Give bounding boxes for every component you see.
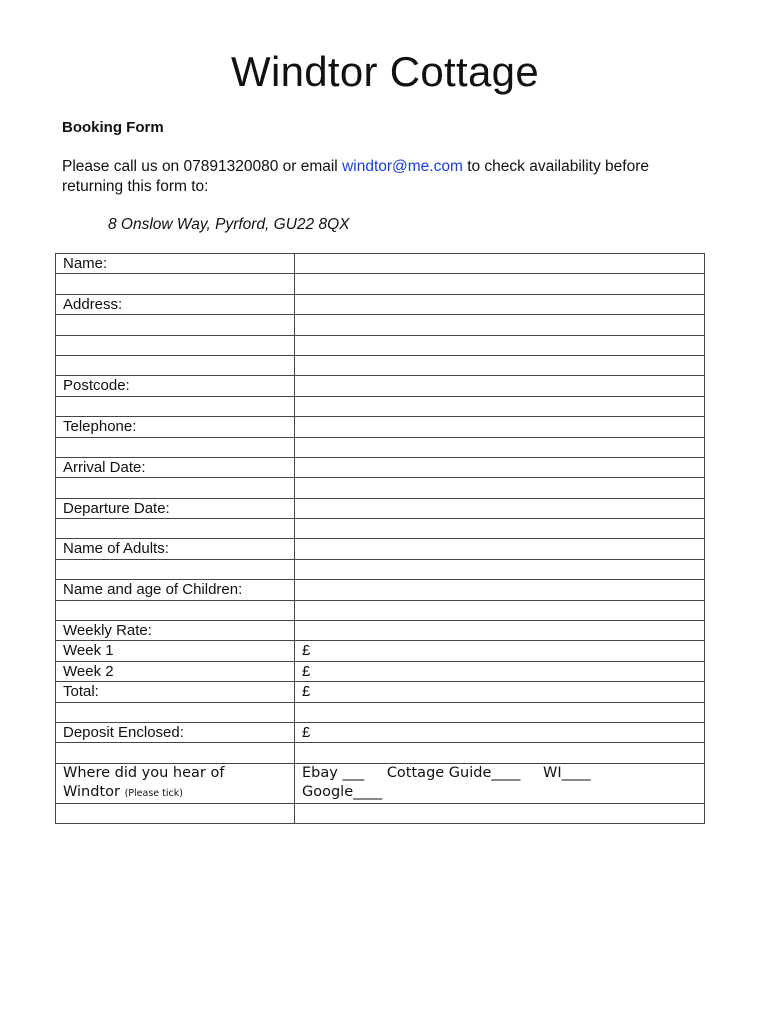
return-address: 8 Onslow Way, Pyrford, GU22 8QX: [108, 216, 350, 233]
table-row: [56, 559, 705, 579]
deposit-label: Deposit Enclosed:: [56, 722, 295, 742]
option-wi[interactable]: WI____: [543, 764, 591, 781]
please-tick-note: (Please tick): [124, 787, 183, 799]
hear-about-options-line2: [302, 783, 697, 802]
telephone-label: Telephone:: [56, 417, 295, 437]
children-label: Name and age of Children:: [56, 580, 295, 600]
hear-about-label-line1: Where did you hear of: [63, 764, 225, 781]
departure-date-field-extra[interactable]: [295, 519, 705, 539]
table-row: [56, 621, 705, 641]
blank-cell: [56, 355, 295, 375]
total-label: Total:: [56, 682, 295, 702]
blank-cell: [56, 702, 295, 722]
table-row: [56, 274, 705, 294]
table-row: [56, 396, 705, 416]
telephone-field-extra[interactable]: [295, 437, 705, 457]
arrival-date-label: Arrival Date:: [56, 457, 295, 477]
table-row: [56, 539, 705, 559]
table-row: [56, 722, 705, 742]
table-row: [56, 498, 705, 518]
postcode-label: Postcode:: [56, 376, 295, 396]
telephone-field[interactable]: [295, 417, 705, 437]
week1-amount-field[interactable]: £: [295, 641, 705, 661]
table-row: [56, 294, 705, 314]
table-row: [56, 743, 705, 763]
arrival-date-field[interactable]: [295, 457, 705, 477]
hear-about-options-line1: [302, 764, 697, 783]
blank-cell: [56, 600, 295, 620]
total-amount-field[interactable]: £: [295, 682, 705, 702]
table-row: [56, 437, 705, 457]
table-row: [56, 335, 705, 355]
table-row: [56, 661, 705, 681]
table-row: [56, 803, 705, 823]
intro-paragraph: [62, 157, 702, 196]
children-field[interactable]: [295, 580, 705, 600]
table-row: [56, 600, 705, 620]
booking-form-table: [55, 253, 705, 824]
blank-cell: [56, 437, 295, 457]
hear-about-options: [295, 763, 705, 803]
address-field-3[interactable]: [295, 335, 705, 355]
blank-cell: [56, 335, 295, 355]
adults-label: Name of Adults:: [56, 539, 295, 559]
deposit-amount-field[interactable]: £: [295, 722, 705, 742]
blank-cell: [56, 803, 295, 823]
weekly-rate-label: Weekly Rate:: [56, 621, 295, 641]
blank-cell: [56, 519, 295, 539]
week2-label: Week 2: [56, 661, 295, 681]
week1-label: Week 1: [56, 641, 295, 661]
total-field-extra[interactable]: [295, 702, 705, 722]
blank-cell: [56, 559, 295, 579]
hear-about-label-line2: [63, 783, 287, 803]
postcode-field-extra[interactable]: [295, 396, 705, 416]
table-row: [56, 417, 705, 437]
page-title: Windtor Cottage: [231, 48, 539, 95]
departure-date-label: Departure Date:: [56, 498, 295, 518]
table-row: [56, 478, 705, 498]
table-row: [56, 682, 705, 702]
hear-about-windtor: Windtor: [63, 783, 120, 800]
table-row: [56, 457, 705, 477]
blank-cell: [56, 396, 295, 416]
table-row: [56, 376, 705, 396]
name-label: Name:: [56, 254, 295, 274]
weekly-rate-field[interactable]: [295, 621, 705, 641]
blank-cell: [56, 743, 295, 763]
table-row: [56, 519, 705, 539]
arrival-date-field-extra[interactable]: [295, 478, 705, 498]
intro-text-after: to check availability before returning this form to:: [62, 158, 649, 195]
table-row: [56, 763, 705, 803]
table-row: [56, 254, 705, 274]
table-row: [56, 641, 705, 661]
adults-field-extra[interactable]: [295, 559, 705, 579]
final-field[interactable]: [295, 803, 705, 823]
table-row: [56, 355, 705, 375]
address-label: Address:: [56, 294, 295, 314]
adults-field[interactable]: [295, 539, 705, 559]
blank-cell: [56, 478, 295, 498]
table-row: [56, 580, 705, 600]
blank-cell: [56, 274, 295, 294]
form-subtitle: Booking Form: [62, 119, 164, 136]
option-cottage-guide[interactable]: Cottage Guide____: [386, 764, 521, 781]
option-google[interactable]: Google____: [302, 783, 383, 800]
table-row: [56, 702, 705, 722]
hear-about-label: [56, 763, 295, 803]
deposit-field-extra[interactable]: [295, 743, 705, 763]
table-row: [56, 315, 705, 335]
blank-cell: [56, 315, 295, 335]
intro-text-before: Please call us on 07891320080 or email: [62, 158, 343, 175]
option-ebay[interactable]: Ebay ___: [302, 764, 365, 781]
departure-date-field[interactable]: [295, 498, 705, 518]
email-link[interactable]: windtor@me.com: [342, 158, 463, 175]
week2-amount-field[interactable]: £: [295, 661, 705, 681]
children-field-extra[interactable]: [295, 600, 705, 620]
address-field-4[interactable]: [295, 355, 705, 375]
address-field-1[interactable]: [295, 294, 705, 314]
address-field-2[interactable]: [295, 315, 705, 335]
name-field-extra[interactable]: [295, 274, 705, 294]
name-field[interactable]: [295, 254, 705, 274]
postcode-field[interactable]: [295, 376, 705, 396]
